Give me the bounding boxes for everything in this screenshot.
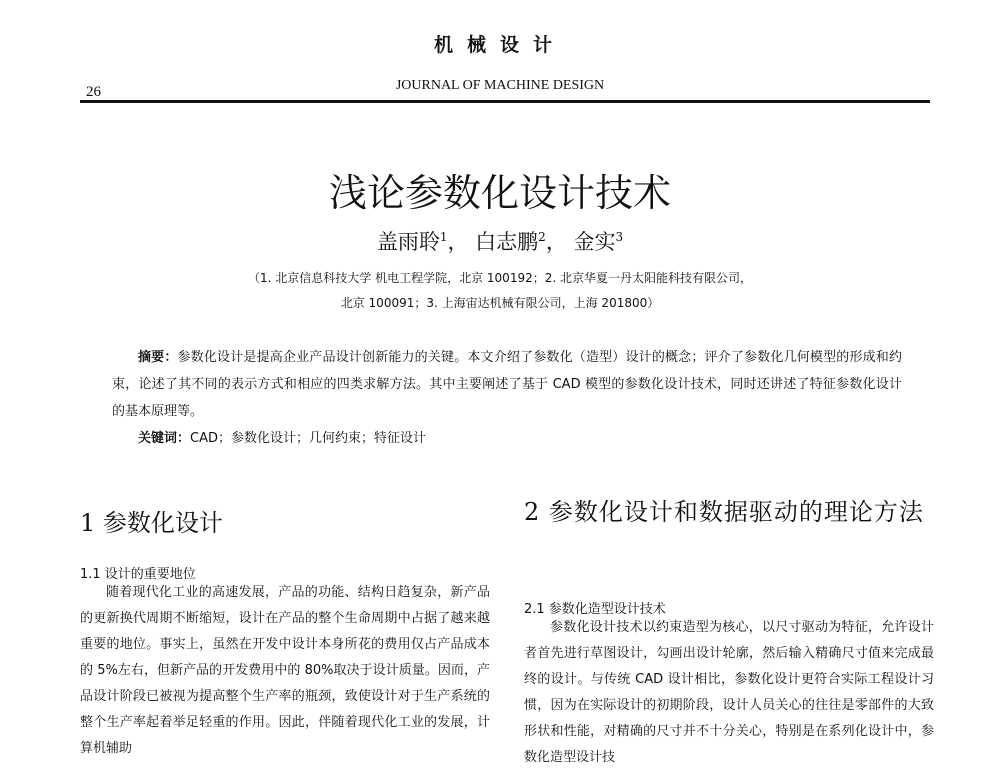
- journal-name-chinese: 机械设计: [433, 34, 566, 56]
- page-number: 26: [86, 84, 101, 100]
- abstract-text: 参数化设计是提高企业产品设计创新能力的关键。本文介绍了参数化（造型）设计的概念；评介了参数化几何模型的形成和约束，论述了其不同的表示方式和相应的四类求解方法。其中主要阐述了基于 CAD 模型的参数化设计技术，同时还讲述了特征参数化设计的基本原理等。: [112, 350, 902, 419]
- section-1-heading: 1 参数化设计: [80, 509, 223, 537]
- author-separator: ，: [447, 230, 469, 254]
- author-name: 金实: [573, 230, 616, 254]
- keywords-text: CAD；参数化设计；几何约束；特征设计: [190, 431, 426, 446]
- keywords-line: [112, 425, 902, 452]
- article-title: 浅论参数化设计技术: [328, 171, 671, 215]
- left-column-body: [80, 580, 490, 762]
- header-rule: [80, 100, 930, 103]
- section-2-1-heading: 2.1 参数化造型设计技术: [524, 602, 666, 617]
- section-1-1-heading: 1.1 设计的重要地位: [80, 567, 196, 582]
- abstract-paragraph: [112, 344, 902, 425]
- affiliation-line-2: 北京 100091；3. 上海宙达机械有限公司，上海 201800）: [340, 296, 660, 310]
- keywords-label: 关键词：: [138, 431, 191, 446]
- author-separator: ，: [545, 230, 567, 254]
- section-2-paragraph: 参数化设计技术以约束造型为核心，以尺寸驱动为特征，允许设计者首先进行草图设计，勾画出设计轮廓，然后输入精确尺寸值来完成最终的设计。与传统 CAD 设计相比，参数化设计更符合实际工程设计习惯，因为在实际设计的初期阶段，设计人员关心的往往是零部件的大致形状和性能，对精确的尺寸并不十分关心，特别是在系列化设计中，参数化造型设计技: [524, 620, 934, 765]
- section-1-paragraph: 随着现代化工业的高速发展，产品的功能、结构日趋复杂，新产品的更新换代周期不断缩短，设计在产品的整个生命周期中占据了越来越重要的地位。事实上，虽然在开发中设计本身所花的费用仅占产品成本的 5%左右，但新产品的开发费用中的 80%取决于设计质量。因而，产品设计阶段已被视为提高整个生产率的瓶颈，致使设计对于生产系统的整个生产率起着举足轻重的作用。因此，伴随着现代化工业的发展，计算机辅助: [80, 585, 490, 756]
- author-name: 白志鹏: [475, 230, 539, 254]
- section-2-heading: 2 参数化设计和数据驱动的理论方法: [524, 498, 924, 526]
- author-mark: 2: [538, 230, 546, 244]
- abstract-block: [112, 344, 902, 452]
- journal-name-english: JOURNAL OF MACHINE DESIGN: [395, 78, 605, 93]
- author-list: [0, 226, 1000, 256]
- affiliation-line-1: （1. 北京信息科技大学 机电工程学院，北京 100192；2. 北京华夏一丹太阳能科技有限公司，: [248, 271, 752, 285]
- author-name: 盖雨聆: [376, 230, 440, 254]
- right-column-body: [524, 615, 934, 771]
- author-mark: 3: [615, 230, 624, 244]
- abstract-label: 摘要：: [138, 350, 178, 365]
- author-mark: 1: [439, 230, 448, 244]
